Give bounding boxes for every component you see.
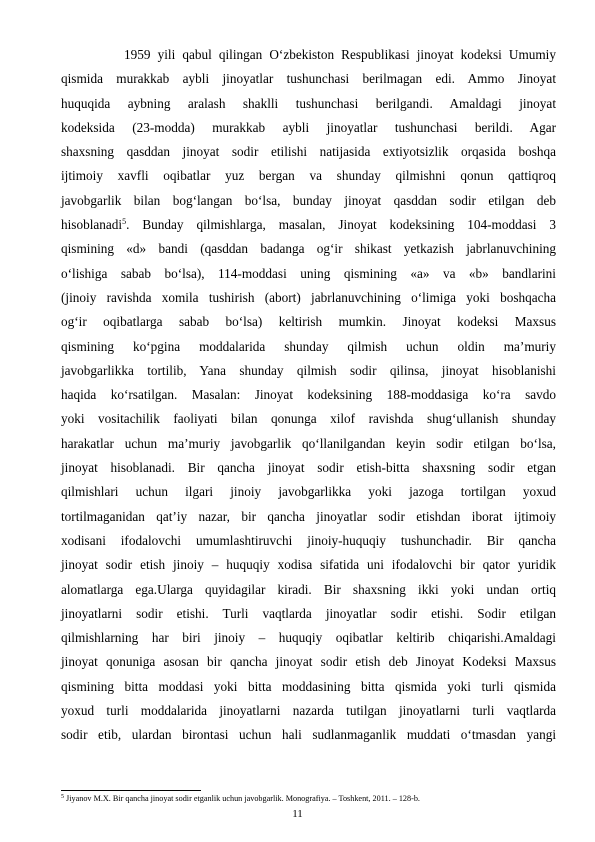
text-line: tortilmaganidan qat’iy nazar, bir qancha jinoyatlar sodir etishdan iborat ijtimoiy (61, 508, 556, 524)
text-line: o‘lishiga sabab bo‘lsa), 114-moddasi uning qismining «a» va «b» bandlarini (61, 265, 556, 281)
footnote-text: Jiyanov M.X. Bir qancha jinoyat sodir etganlik uchun javobgarlik. Monografiya. – Toshkent, 2011. – 128-b. (64, 794, 420, 803)
text-line: xodisani ifodalovchi umumlashtiruvchi jinoiy-huquqiy tushunchadir. Bir qancha (61, 532, 556, 548)
text-line: javobgarlikka tortilib, Yana shunday qilmish sodir qilinsa, jinoyat hisoblanishi (61, 362, 556, 378)
text-line: qilmishlarning har biri jinoiy – huquqiy oqibatlar keltirib chiqarishi.Amaldagi (61, 630, 556, 646)
footnote-reference: 5 (122, 217, 127, 227)
text-line-segment: hisoblanadi (61, 217, 123, 233)
text-line: jinoyatlarni sodir etishi. Turli vaqtlarda jinoyatlar sodir etishi. Sodir etilgan (61, 605, 556, 621)
body-paragraph (61, 43, 556, 748)
footnote-marker: 5 (61, 794, 64, 800)
text-line-segment: . Bunday qilmishlarga, masalan, Jinoyat kodeksining 104-moddasi 3 (126, 217, 556, 233)
text-line: qismining «d» bandi (qasddan badanga og‘ir shikast yetkazish jabrlanuvchining (61, 241, 556, 257)
text-line: sodir etib, ulardan birontasi uchun hali sudlanmaganlik muddati o‘tmasdan yangi (61, 727, 556, 743)
text-line: jinoyat qonuniga asosan bir qancha jinoyat sodir etish deb Jinoyat Kodeksi Maxsus (61, 654, 556, 670)
text-line: yoxud turli moddalarida jinoyatlarni nazarda tutilgan jinoyatlarni turli vaqtlarda (61, 703, 556, 719)
text-line: jinoyat sodir etish jinoiy – huquqiy xodisa sifatida uni ifodalovchi bir qator yuridik (61, 557, 556, 573)
text-line: (jinoiy ravishda xomila tushirish (abort) jabrlanuvchining o‘limiga yoki boshqacha (61, 289, 556, 305)
page-number: 11 (292, 808, 303, 820)
text-line: kodeksida (23-modda) murakkab aybli jinoyatlar tushunchasi berildi. Agar (61, 119, 556, 135)
text-line: yoki vositachilik faoliyati bilan qonunga xilof ravishda shug‘ullanish shunday (61, 411, 556, 427)
text-line: qismining bitta moddasi yoki bitta moddasining bitta qismida yoki turli qismida (61, 678, 556, 694)
text-line: qismida murakkab aybli jinoyatlar tushunchasi berilmagan edi. Ammo Jinoyat (61, 71, 556, 87)
text-line: harakatlar uchun ma’muriy javobgarlik qo‘llanilgandan keyin sodir etilgan bo‘lsa, (61, 435, 556, 451)
text-line: 1959 yili qabul qilingan O‘zbekiston Respublikasi jinoyat kodeksi Umumiy (124, 47, 556, 62)
text-line: qilmishlari uchun ilgari jinoiy javobgarlikka yoki jazoga tortilgan yoxud (61, 484, 556, 500)
footnote-separator (61, 790, 201, 791)
text-line: huquqida aybning aralash shaklli tushunchasi berilgandi. Amaldagi jinoyat (61, 95, 556, 111)
text-line: ijtimoiy xavfli oqibatlar yuz bergan va shunday qilmishni qonun qattiqroq (61, 168, 556, 184)
text-line: shaxsning qasddan jinoyat sodir etilishi natijasida extiyotsizlik orqasida boshqa (61, 144, 556, 160)
text-line: alomatlarga ega.Ularga quyidagilar kiradi. Bir shaxsning ikki yoki undan ortiq (61, 581, 556, 597)
text-line: haqida ko‘rsatilgan. Masalan: Jinoyat kodeksining 188-moddasiga ko‘ra savdo (61, 387, 556, 403)
text-line: og‘ir oqibatlarga sabab bo‘lsa) keltirish mumkin. Jinoyat kodeksi Maxsus (61, 314, 556, 330)
footnote (61, 794, 556, 804)
text-line: qismining ko‘pgina moddalarida shunday qilmish uchun oldin ma’muriy (61, 338, 556, 354)
text-line (61, 213, 556, 237)
text-line: jinoyat hisoblanadi. Bir qancha jinoyat sodir etish-bitta shaxsning sodir etgan (61, 460, 556, 476)
text-line: javobgarlik bilan bog‘langan bo‘lsa, bunday jinoyat qasddan sodir etilgan deb (61, 192, 556, 208)
